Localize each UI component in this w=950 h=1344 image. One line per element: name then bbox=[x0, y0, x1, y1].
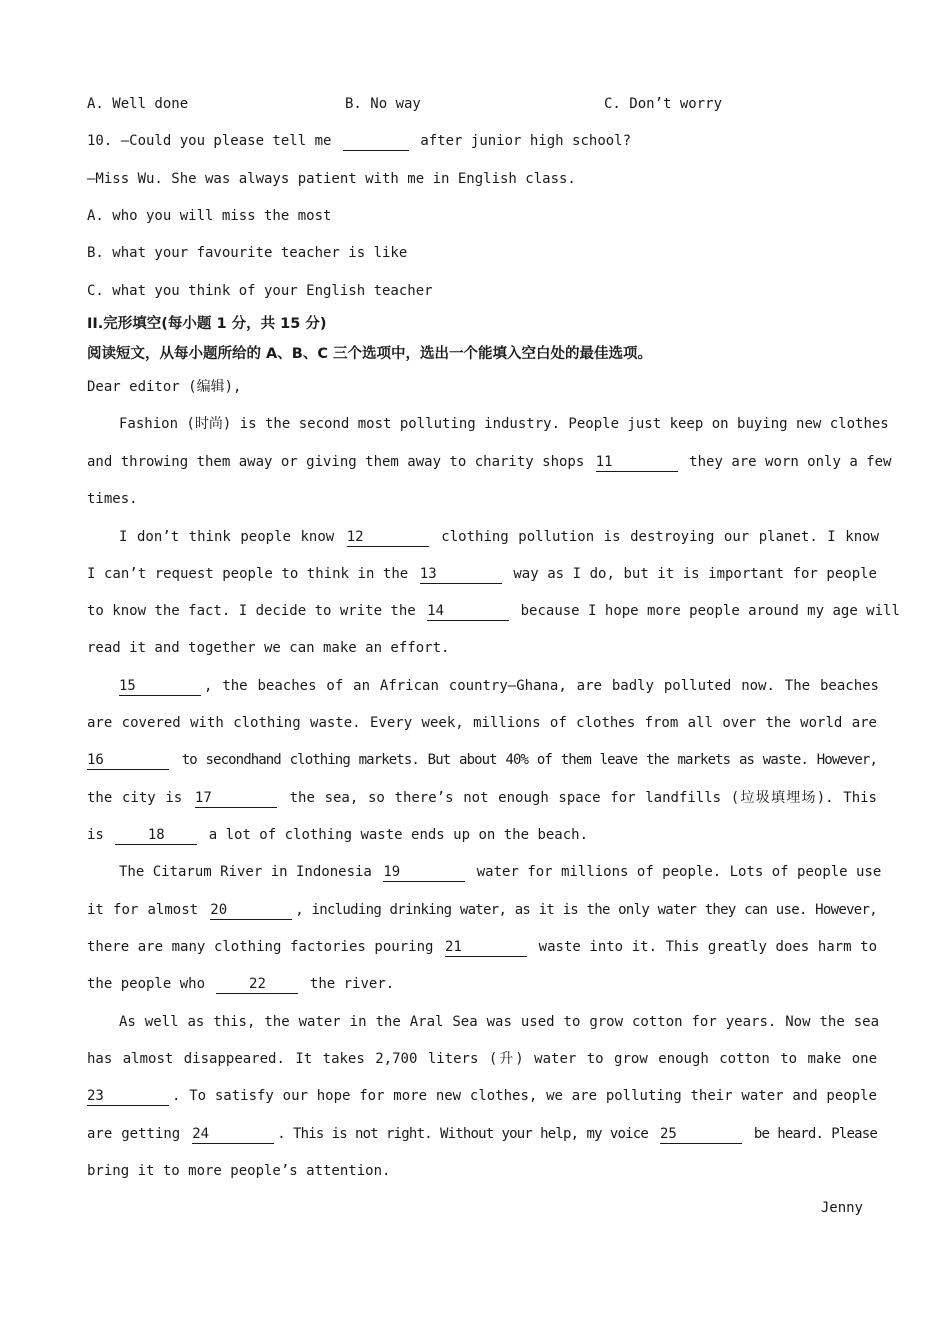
q10-option-a: A. who you will miss the most bbox=[87, 208, 332, 224]
letter-line: are covered with clothing waste. Every week, millions of clothes from all over the world are bbox=[87, 715, 877, 731]
blank-14: 14 bbox=[427, 603, 509, 621]
letter-line: 16 to secondhand clothing markets. But about 40% of them leave the markets as waste. However, bbox=[87, 752, 877, 768]
letter-line: the people who 22 the river. bbox=[87, 976, 395, 992]
letter-line: As well as this, the water in the Aral Sea was used to grow cotton for years. Now the sea bbox=[119, 1014, 879, 1030]
letter-line: and throwing them away or giving them away to charity shops 11 they are worn only a few bbox=[87, 454, 892, 470]
blank-11: 11 bbox=[596, 454, 678, 472]
q10-option-b: B. what your favourite teacher is like bbox=[87, 245, 408, 261]
blank-19: 19 bbox=[383, 864, 465, 882]
q9-option-b: B. No way bbox=[345, 96, 421, 112]
letter-line: 23 . To satisfy our hope for more new clothes, we are polluting their water and people bbox=[87, 1088, 877, 1104]
letter-line: the city is 17 the sea, so there’s not enough space for landfills (垃圾填埋场). This bbox=[87, 790, 877, 806]
q10-stem: 10. —Could you please tell me after junior high school? bbox=[87, 133, 632, 149]
letter-line: times. bbox=[87, 491, 138, 507]
letter-line: read it and together we can make an effort. bbox=[87, 640, 450, 656]
letter-line: 15 , the beaches of an African country—Ghana, are badly polluted now. The beaches bbox=[119, 678, 879, 694]
q9-option-a: A. Well done bbox=[87, 96, 189, 112]
letter-line: it for almost 20 , including drinking water, as it is the only water they can use. However, bbox=[87, 902, 877, 918]
letter-line: there are many clothing factories pouring 21 waste into it. This greatly does harm to bbox=[87, 939, 878, 955]
blank-13: 13 bbox=[420, 566, 502, 584]
letter-line: bring it to more people’s attention. bbox=[87, 1163, 391, 1179]
q9-option-c: C. Don’t worry bbox=[604, 96, 723, 112]
letter-signature: Jenny bbox=[820, 1200, 863, 1216]
blank-20: 20 bbox=[210, 902, 292, 920]
q10-option-c: C. what you think of your English teacher bbox=[87, 283, 433, 299]
letter-line: are getting 24 . This is not right. Without your help, my voice 25 be heard. Please bbox=[87, 1126, 877, 1142]
letter-line: I don’t think people know 12 clothing pollution is destroying our planet. I know bbox=[119, 529, 879, 545]
blank-23: 23 bbox=[87, 1088, 169, 1106]
blank-25: 25 bbox=[660, 1126, 742, 1144]
letter-line: has almost disappeared. It takes 2,700 liters (升) water to grow enough cotton to make one bbox=[87, 1051, 877, 1067]
blank-24: 24 bbox=[192, 1126, 274, 1144]
blank-12: 12 bbox=[347, 529, 429, 547]
blank-21: 21 bbox=[445, 939, 527, 957]
section-title: II.完形填空(每小题 1 分，共 15 分) bbox=[87, 316, 327, 332]
letter-line: The Citarum River in Indonesia 19 water for millions of people. Lots of people use bbox=[119, 864, 882, 880]
blank-18: 18 bbox=[115, 827, 197, 845]
letter-line: to know the fact. I decide to write the 14 because I hope more people around my age will bbox=[87, 603, 900, 619]
blank-22: 22 bbox=[216, 976, 298, 994]
letter-greeting: Dear editor (编辑), bbox=[87, 379, 242, 395]
q10-reply: —Miss Wu. She was always patient with me in English class. bbox=[87, 171, 576, 187]
section-instruction: 阅读短文，从每小题所给的 A、B、C 三个选项中，选出一个能填入空白处的最佳选项。 bbox=[87, 346, 653, 362]
letter-line: is 18 a lot of clothing waste ends up on the beach. bbox=[87, 827, 589, 843]
blank-15: 15 bbox=[119, 678, 201, 696]
q10-blank bbox=[343, 133, 409, 151]
letter-line: Fashion (时尚) is the second most polluting industry. People just keep on buying new clothes bbox=[119, 416, 889, 432]
blank-17: 17 bbox=[195, 790, 277, 808]
blank-16: 16 bbox=[87, 752, 169, 770]
letter-line: I can’t request people to think in the 13 way as I do, but it is important for people bbox=[87, 566, 877, 582]
